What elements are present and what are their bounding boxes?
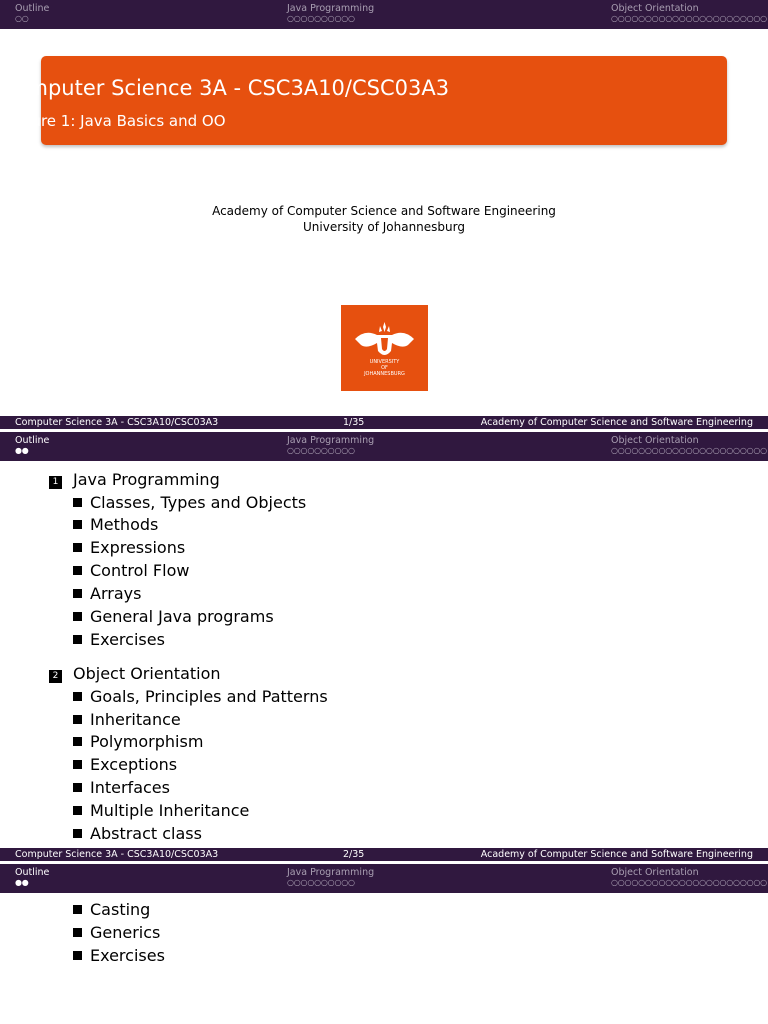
- outline-item-label: Methods: [90, 515, 159, 534]
- nav-oo-label: Object Orientation: [611, 867, 699, 878]
- nav-oo-dots: ○○○○○○○○○○○○○○○○○○○○○○○: [611, 446, 767, 455]
- outline-item: [73, 824, 202, 844]
- footer-page-number: 2/35: [343, 849, 365, 860]
- bullet-icon: [73, 760, 82, 769]
- outline-item: [73, 946, 165, 966]
- outline-item: [73, 561, 189, 581]
- slide1-navbar: [0, 0, 768, 29]
- nav-outline[interactable]: [15, 3, 49, 23]
- outline-section-oo: [49, 664, 221, 684]
- bullet-icon: [73, 543, 82, 552]
- logo-text-line3: JOHANNESBURG: [364, 371, 405, 377]
- nav-object-orientation[interactable]: [611, 867, 767, 887]
- logo-emblem-icon: [341, 305, 428, 391]
- footer-academy: Academy of Computer Science and Software Engineering: [480, 849, 753, 860]
- nav-java-label: Java Programming: [287, 867, 375, 878]
- outline-item: [73, 900, 150, 920]
- outline-item-label: Classes, Types and Objects: [90, 493, 307, 512]
- outline-item-label: Multiple Inheritance: [90, 801, 250, 820]
- bullet-icon: [73, 635, 82, 644]
- outline-item: [73, 538, 185, 558]
- outline-item: [73, 607, 274, 627]
- section-number-badge: 2: [49, 670, 62, 683]
- bullet-icon: [73, 928, 82, 937]
- nav-outline-label: Outline: [15, 435, 50, 446]
- institute-line2: University of Johannesburg: [303, 220, 465, 234]
- outline-item-label: Abstract class: [90, 824, 202, 843]
- outline-item-label: Arrays: [90, 584, 142, 603]
- nav-java-dots: ○○○○○○○○○○: [287, 446, 355, 455]
- bullet-icon: [73, 905, 82, 914]
- nav-java-dots: ○○○○○○○○○○: [287, 878, 355, 887]
- institute-line1: Academy of Computer Science and Software Engineering: [212, 204, 556, 218]
- bullet-icon: [73, 829, 82, 838]
- outline-item-label: Control Flow: [90, 561, 190, 580]
- outline-item: [73, 515, 158, 535]
- slide-subtitle: Lecture 1: Java Basics and OO: [0, 112, 226, 130]
- nav-java-programming[interactable]: [287, 3, 374, 23]
- nav-oo-label: Object Orientation: [611, 3, 699, 14]
- outline-item: [73, 710, 181, 730]
- footer-academy: Academy of Computer Science and Software Engineering: [480, 417, 753, 428]
- outline-item-label: Expressions: [90, 538, 186, 557]
- title-box: [41, 56, 727, 145]
- bullet-icon: [73, 498, 82, 507]
- nav-outline-label: Outline: [15, 867, 50, 878]
- footer-course: Computer Science 3A - CSC3A10/CSC03A3: [15, 849, 219, 860]
- outline-item-label: Exercises: [90, 630, 165, 649]
- nav-outline[interactable]: [15, 867, 49, 887]
- outline-item-label: Inheritance: [90, 710, 181, 729]
- bullet-icon: [73, 951, 82, 960]
- nav-oo-dots: ○○○○○○○○○○○○○○○○○○○○○○○: [611, 14, 767, 23]
- outline-item: [73, 687, 328, 707]
- bullet-icon: [73, 806, 82, 815]
- bullet-icon: [73, 715, 82, 724]
- outline-item: [73, 630, 165, 650]
- outline-item: [73, 801, 249, 821]
- footer-page-number: 1/35: [343, 417, 365, 428]
- bullet-icon: [73, 783, 82, 792]
- section-number-badge: 1: [49, 476, 62, 489]
- footer-course: Computer Science 3A - CSC3A10/CSC03A3: [15, 417, 219, 428]
- nav-outline-dots: ○○: [15, 14, 29, 23]
- outline-item-label: Generics: [90, 923, 161, 942]
- outline-item: [73, 923, 160, 943]
- slide3-navbar: [0, 864, 768, 893]
- nav-outline-dots: ●●: [15, 446, 29, 455]
- outline-section-java: [49, 470, 220, 490]
- nav-java-dots: ○○○○○○○○○○: [287, 14, 355, 23]
- outline-item: [73, 584, 141, 604]
- slide1-footer: [0, 416, 768, 429]
- nav-java-programming[interactable]: [287, 867, 374, 887]
- bullet-icon: [73, 520, 82, 529]
- logo-text-line2: OF: [381, 365, 388, 371]
- outline-item: [73, 493, 306, 513]
- nav-oo-label: Object Orientation: [611, 435, 699, 446]
- outline-item-label: Exercises: [90, 946, 165, 965]
- bullet-icon: [73, 566, 82, 575]
- outline-item: [73, 732, 203, 752]
- section-title: Object Orientation: [73, 664, 221, 683]
- bullet-icon: [73, 737, 82, 746]
- slide2-navbar: [0, 432, 768, 461]
- outline-item-label: Exceptions: [90, 755, 178, 774]
- outline-item-label: Interfaces: [90, 778, 170, 797]
- outline-item: [73, 755, 177, 775]
- slide-title: Computer Science 3A - CSC3A10/CSC03A3: [0, 76, 450, 100]
- logo-text-line1: UNIVERSITY: [369, 359, 400, 365]
- section-title: Java Programming: [73, 470, 220, 489]
- outline-item-label: General Java programs: [90, 607, 274, 626]
- bullet-icon: [73, 692, 82, 701]
- outline-item-label: Goals, Principles and Patterns: [90, 687, 328, 706]
- nav-outline-label: Outline: [15, 3, 50, 14]
- nav-object-orientation[interactable]: [611, 3, 767, 23]
- bullet-icon: [73, 589, 82, 598]
- nav-outline-dots: ●●: [15, 878, 29, 887]
- bullet-icon: [73, 612, 82, 621]
- outline-item-label: Casting: [90, 900, 151, 919]
- slide2-footer: [0, 848, 768, 861]
- university-logo: [341, 305, 428, 391]
- nav-object-orientation[interactable]: [611, 435, 767, 455]
- outline-item: [73, 778, 170, 798]
- nav-java-programming[interactable]: [287, 435, 374, 455]
- nav-java-label: Java Programming: [287, 3, 375, 14]
- outline-item-label: Polymorphism: [90, 732, 204, 751]
- nav-java-label: Java Programming: [287, 435, 375, 446]
- nav-oo-dots: ○○○○○○○○○○○○○○○○○○○○○○○: [611, 878, 767, 887]
- nav-outline[interactable]: [15, 435, 49, 455]
